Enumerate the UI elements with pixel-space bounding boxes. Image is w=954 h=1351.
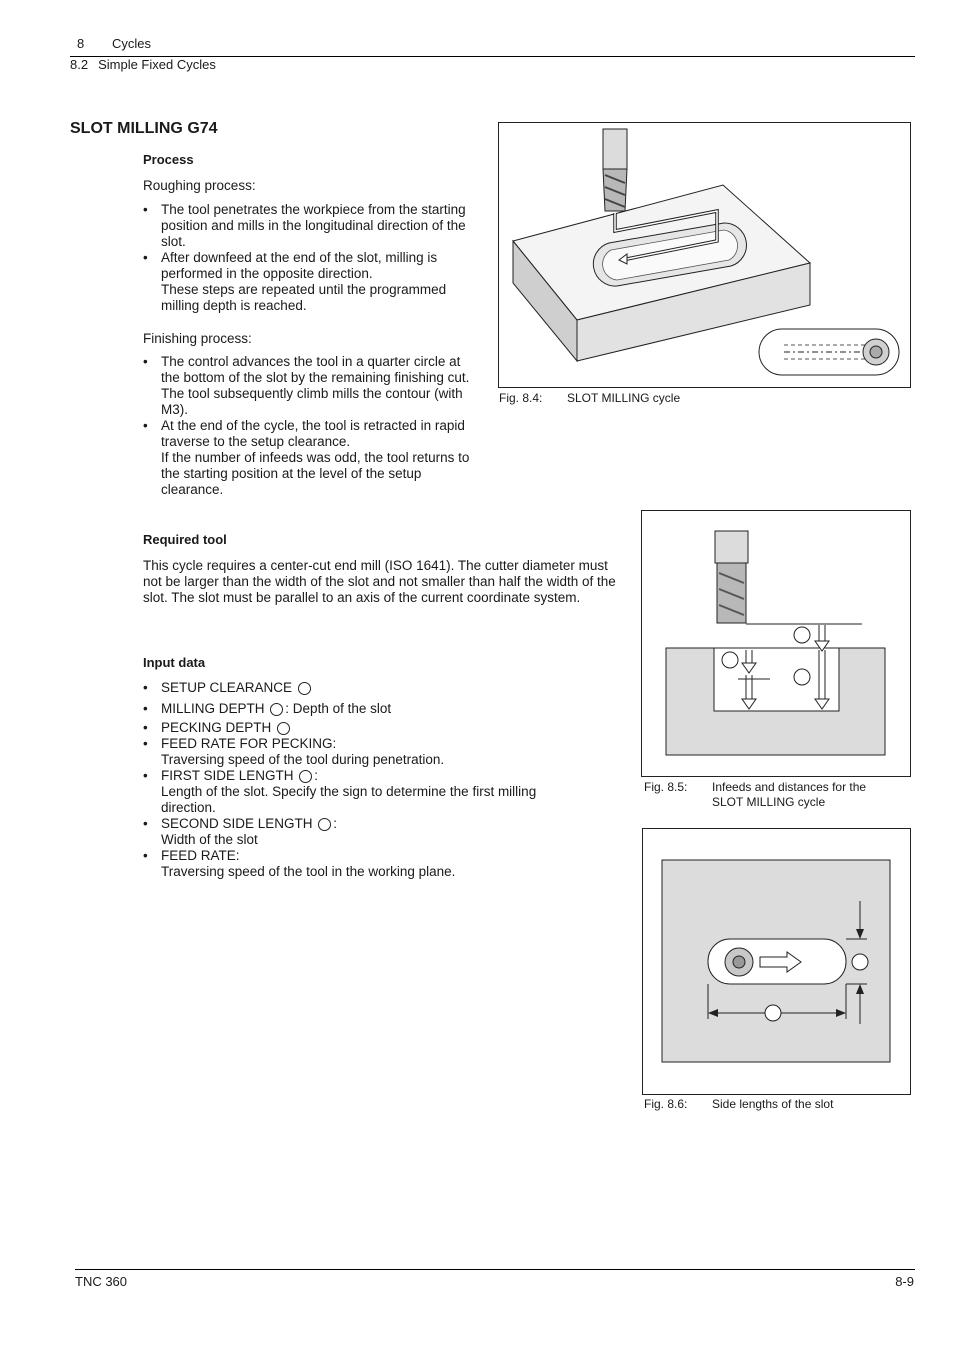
section-number: 8.2 — [70, 57, 89, 72]
roughing-list — [143, 202, 478, 314]
infeeds-illustration — [642, 511, 910, 776]
finishing-list — [143, 354, 478, 498]
list-item: • SETUP CLEARANCE — [143, 680, 593, 696]
section-title: Simple Fixed Cycles — [98, 57, 216, 72]
list-item: • PECKING DEPTH — [143, 720, 593, 736]
footer-rule — [75, 1269, 915, 1270]
list-item: • The tool penetrates the workpiece from the starting position and mills in the longitudinal direction of the slot. — [143, 202, 478, 250]
required-tool-text: This cycle requires a center-cut end mill (ISO 1641). The cutter diameter must not be larger than the width of the slot and not smaller than half the width of the slot. The slot must be parallel to an axis of the current coordinate system. — [143, 558, 616, 605]
page-title: SLOT MILLING G74 — [70, 120, 218, 137]
figure-caption: Fig. 8.4: SLOT MILLING cycle — [499, 391, 681, 405]
page-number: 8-9 — [895, 1274, 914, 1289]
input-data-heading: Input data — [143, 655, 206, 670]
required-tool-heading: Required tool — [143, 532, 227, 547]
chapter-title: Cycles — [112, 36, 152, 51]
figure-slot-milling-cycle — [498, 122, 911, 388]
finishing-label: Finishing process: — [143, 331, 252, 346]
roughing-label: Roughing process: — [143, 178, 256, 193]
figure-caption: Fig. 8.5: Infeeds and distances for the SLOT MILLING cycle — [644, 780, 867, 809]
list-item: • After downfeed at the end of the slot, milling is performed in the opposite direction. These steps are repeated until the programmed milling depth is reached. — [143, 250, 478, 314]
finishing-note: If the number of infeeds was odd, the tool returns to the starting position at the level of the setup clearance. — [161, 450, 470, 497]
chapter-number: 8 — [77, 36, 85, 51]
list-item: • The control advances the tool in a quarter circle at the bottom of the slot by the remaining finishing cut. The tool subsequently climb mills the contour (with M3). — [143, 354, 478, 418]
parameter-symbol-icon — [270, 703, 283, 716]
roughing-note: These steps are repeated until the programmed milling depth is reached. — [161, 282, 447, 313]
list-item: • FEED RATE: Traversing speed of the tool in the working plane. — [143, 848, 593, 880]
footer-product: TNC 360 — [75, 1274, 128, 1289]
parameter-symbol-icon — [318, 818, 331, 831]
list-item: • MILLING DEPTH : Depth of the slot — [143, 701, 593, 717]
figure-caption: Fig. 8.6: Side lengths of the slot — [644, 1097, 834, 1111]
slot-milling-illustration — [499, 123, 910, 387]
list-item: • SECOND SIDE LENGTH : Width of the slot — [143, 816, 593, 848]
figure-infeeds-distances — [641, 510, 911, 777]
process-heading: Process — [143, 152, 194, 167]
list-item: • At the end of the cycle, the tool is retracted in rapid traverse to the setup clearance. If the number of infeeds was odd, the tool returns to the starting position at the level of the setup clearance. — [143, 418, 478, 498]
side-lengths-illustration — [643, 829, 910, 1094]
figure-side-lengths — [642, 828, 911, 1095]
parameter-symbol-icon — [299, 770, 312, 783]
list-item: • FIRST SIDE LENGTH : Length of the slot. Specify the sign to determine the first milling direction. — [143, 768, 593, 816]
parameter-symbol-icon — [298, 682, 311, 695]
input-data-list — [143, 680, 593, 880]
section-heading — [70, 57, 226, 72]
parameter-symbol-icon — [277, 722, 290, 735]
list-item: • FEED RATE FOR PECKING: Traversing speed of the tool during penetration. — [143, 736, 593, 768]
